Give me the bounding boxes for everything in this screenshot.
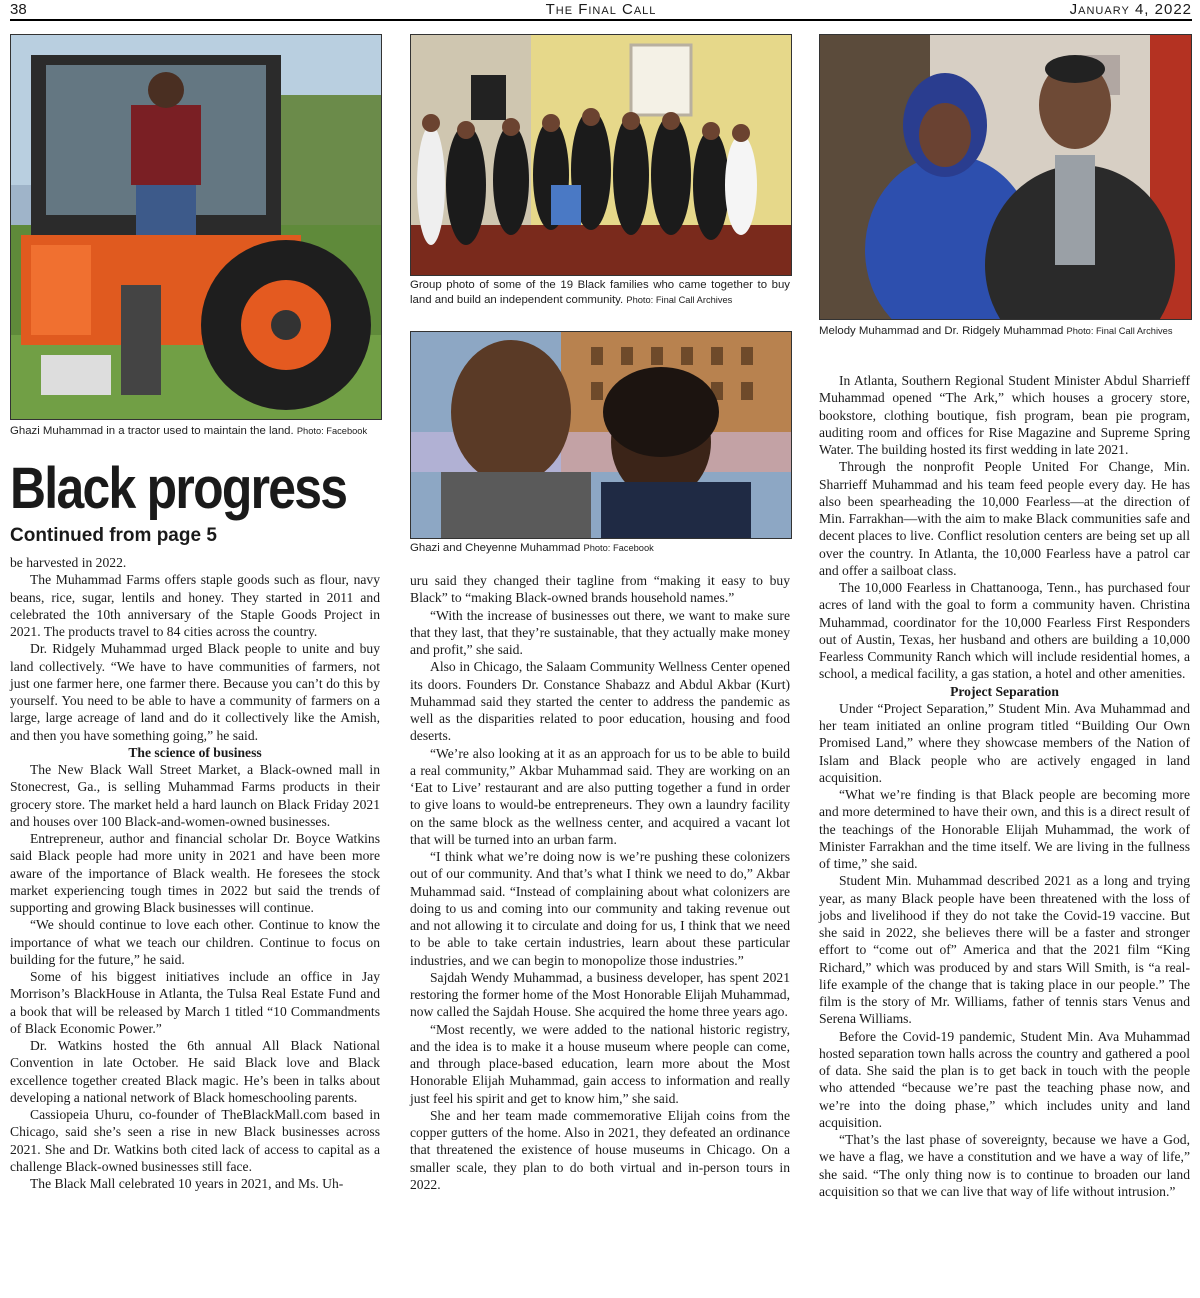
melody-ridgely-photo (819, 34, 1192, 320)
group-photo (410, 34, 792, 276)
photo-credit: Photo: Final Call Archives (1066, 326, 1173, 336)
tractor-photo (10, 34, 382, 420)
paragraph: “What we’re finding is that Black people are becoming more and more determined to have their own, and this is a direct result of the teachings of the Honorable Elijah Muhammad, the work of Minister Farrakhan and the time itself. We are living in the fullness of time,” she said. (819, 787, 1190, 871)
photo-credit: Photo: Final Call Archives (626, 295, 733, 305)
paragraph: “Most recently, we were added to the national historic registry, and the idea is to make it a house museum where people can come, and through place-based education, learn more about the Most Honorable Elijah Muhammad, gain access to information and really just feel his spirit and get to know him,” she said. (410, 1021, 790, 1106)
paragraph: “With the increase of businesses out there, we want to make sure that they last, that they’re sustainable, that they actually make money and profit,” she said. (410, 607, 790, 657)
continued-from: Continued from page 5 (10, 525, 217, 546)
couple-caption (410, 541, 790, 556)
paragraph: be harvested in 2022. (10, 555, 127, 570)
caption-text: Ghazi Muhammad in a tractor used to maintain the land. (10, 425, 294, 437)
paragraph: Also in Chicago, the Salaam Community Wellness Center opened its doors. Founders Dr. Constance Shabazz and Abdul Akbar (Kurt) Muhammad said they started the center to address the pandemic as well as the disparities related to poor education, housing and food deserts. (410, 659, 790, 744)
paragraph: Through the nonprofit People United For Change, Min. Sharrieff Muhammad and his team feed people every day. He has also been spearheading the 10,000 Fearless—at the direction of Min. Farrakhan—with the aim to make Black communities safe and decent places to live. Conflict resolution centers are being set up all over the country. In Atlanta, the 10,000 Fearless have a patrol car and offer a sailboat class. (819, 459, 1190, 578)
paragraph: uru said they changed their tagline from “making it easy to buy Black” to “making Black-owned brands household names.” (410, 573, 790, 606)
caption-text: Ghazi and Cheyenne Muhammad (410, 542, 581, 554)
paragraph: Student Min. Muhammad described 2021 as a long and trying year, as many Black people have been threatened with the loss of jobs and livelihood if they do not take the Covid-19 vaccine. But she said in 2022, she believes there will be a faster and stronger effort to “come out of” America and that the 2021 film “King Richard,” which was produced by and stars Will Smith, is “a real-life example of the change that is taking place in our people.” The film is the story of Mr. Williams, father of tennis stars Venus and Serena Williams. (819, 873, 1190, 1027)
photo-credit: Photo: Facebook (583, 543, 654, 553)
couple-photo (410, 331, 792, 539)
caption-text: Group photo of some of the 19 Black families who came together to buy land and build an independent community. (410, 279, 790, 306)
paragraph: “That’s the last phase of sovereignty, because we have a God, we have a flag, we have a constitution and we have a way of life,” she said. “The only thing now is to continue to broaden our land acquisition so that we can live that way of life without intrusion.” (819, 1132, 1190, 1199)
paper-name: The Final Call (545, 1, 657, 18)
subhead: Project Separation (950, 683, 1059, 699)
paragraph: The 10,000 Fearless in Chattanooga, Tenn., has purchased four acres of land with the goal to form a community haven. Christina Muhammad, coordinator for the 10,000 Fearless First Responders out of Austin, Texas, her husband and others are building a 10,000 Fearless Community Ranch which will include residential homes, a school, a medical facility, a gas station, a hotel and other amenities. (819, 580, 1190, 682)
subhead: The science of business (128, 744, 262, 760)
melody-caption (819, 324, 1179, 339)
paragraph: Dr. Watkins hosted the 6th annual All Black National Convention in late October. He said Black love and Black excellence together created Black magic. He’s been in talks about developing a national network of Black homeschooling parents. (10, 1038, 380, 1105)
caption-text: Melody Muhammad and Dr. Ridgely Muhammad (819, 325, 1064, 337)
paragraph: The Muhammad Farms offers staple goods such as flour, navy beans, rice, sugar, lentils and honey. They started in 2011 and celebrated the 10th anniversary of the Staple Goods Project in 2021. The products travel to 84 cities across the country. (10, 572, 380, 639)
paragraph: “We should continue to love each other. Continue to know the importance of what we teach our children. Continue to focus on building for the future,” he said. (10, 917, 380, 967)
article-column-3 (819, 372, 1190, 1200)
article-column-1 (10, 554, 380, 1192)
paragraph: “We’re also looking at it as an approach for us to be able to build a real community,” Akbar Muhammad said. They are working on an ‘Eat to Live’ restaurant and are also putting together a fund in order to give loans to would-be entrepreneurs. They own a laundry facility on the same block as the wellness center, and acquired a vacant lot that will be turned into an urban farm. (410, 745, 790, 847)
paragraph: Before the Covid-19 pandemic, Student Min. Ava Muhammad hosted separation town halls across the country and gathered a pool of data. She said the plan is to get back in touch with the people who attended “because we’re past the teaching phase now, and we’re into the doing phase,” which includes unity and land acquisition. (819, 1028, 1190, 1130)
paragraph: Sajdah Wendy Muhammad, a business developer, has spent 2021 restoring the former home of the Most Honorable Elijah Muhammad, now called the Sajdah House. She acquired the home three years ago. (410, 969, 790, 1020)
page-header (10, 0, 1192, 21)
paragraph: She and her team made commemorative Elijah coins from the copper gutters of the home. Also in 2021, they defeated an ordinance that threatened the existence of house museums in Chicago. On a smaller scale, they plan to do both virtual and in-person tours in 2022. (410, 1107, 790, 1192)
paragraph: Entrepreneur, author and financial scholar Dr. Boyce Watkins said Black people had more unity in 2021 and have been more aware of the importance of Black wealth. He foresees the stock market experiencing tough times in 2022 but said the trends of supporting and growing Black businesses will continue. (10, 831, 380, 915)
paragraph: The New Black Wall Street Market, a Black-owned mall in Stonecrest, Ga., is selling Muhammad Farms products in their grocery store. The market held a hard launch on Black Friday 2021 and houses over 100 Black-and-women-owned businesses. (10, 762, 380, 829)
paragraph: “I think what we’re doing now is we’re pushing these colonizers out of our community. And that’s what I think we need to do,” Akbar Muhammad said. “Instead of complaining about what colonizers are doing to us and coming into our community and taking revenue out and not allowing it to circulate and doing for us, I think that we need to be able to take certain industries, learn about these particular industries, and we can begin to monopolize those industries.” (410, 849, 790, 968)
headline: Black progress (10, 456, 347, 521)
paragraph: Some of his biggest initiatives include an office in Jay Morrison’s BlackHouse in Atlanta, the Tulsa Real Estate Fund and a book that will be released by March 1 titled “10 Commandments of Black Economic Power.” (10, 969, 380, 1036)
paragraph: Cassiopeia Uhuru, co-founder of TheBlackMall.com based in Chicago, said she’s seen a rise in new Black businesses across 2021. She and Dr. Watkins both cited lack of access to capital as a challenge Black-owned businesses still face. (10, 1107, 380, 1174)
issue-date: January 4, 2022 (1069, 1, 1192, 18)
photo-credit: Photo: Facebook (296, 426, 368, 436)
article-column-2 (410, 572, 790, 1193)
group-caption (410, 278, 790, 308)
tractor-caption (10, 424, 382, 439)
paragraph: Dr. Ridgely Muhammad urged Black people to unite and buy land collectively. “We have to have communities of farmers, not just one farmer here, one farmer there. Because you can’t do this by yourself. You need to be able to have a community of farmers on a large, large acreage of land and do it collectively like the Amish, and then you have something going,” he said. (10, 641, 380, 743)
paragraph: Under “Project Separation,” Student Min. Ava Muhammad and her team initiated an online program titled “Building Our Own Promised Land,” where they showcase members of the Nation of Islam and Black people who are actively engaged in land acquisition. (819, 700, 1190, 785)
paragraph: The Black Mall celebrated 10 years in 2021, and Ms. Uh- (30, 1176, 344, 1191)
page-number: 38 (10, 1, 27, 18)
paragraph: In Atlanta, Southern Regional Student Minister Abdul Sharrieff Muhammad opened “The Ark,” which houses a grocery store, bookstore, clothing boutique, fish program, bean pie program, auditing room and offices for Rise Magazine and Supreme Spring Water. The building hosted its first wedding in late 2021. (819, 373, 1190, 457)
